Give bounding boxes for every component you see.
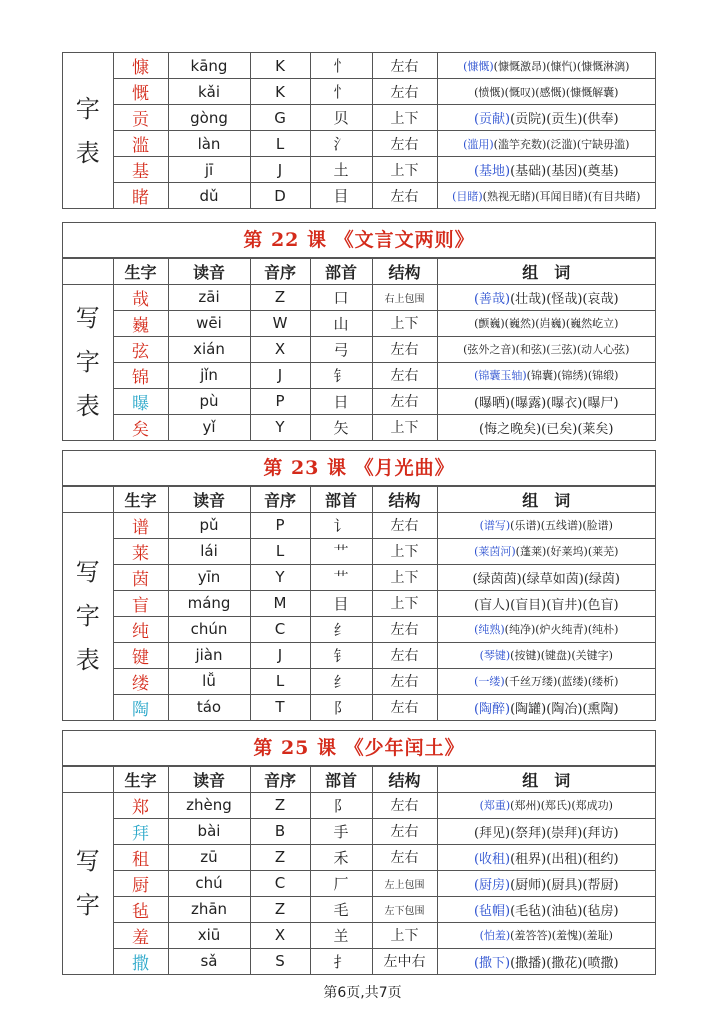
other-words: (拜见)(祭拜)(崇拜)(拜访) [473,825,619,841]
table-row [63,668,655,694]
seq-cell: Z [250,792,310,818]
words-cell [437,642,655,668]
char-cell: 盲 [113,590,168,616]
pinyin-cell: xián [168,336,250,362]
words-cell [437,183,655,209]
words-cell [437,310,655,336]
struct-cell: 上下 [372,564,437,590]
struct-cell: 左中右 [372,948,437,974]
table-header-row [63,259,655,285]
seq-cell: Y [250,564,310,590]
header-words: 组 词 [437,767,655,793]
highlight-word: (锦囊玉轴) [474,369,527,382]
header-seq: 音序 [250,767,310,793]
other-words: (陶罐)(陶冶)(熏陶) [510,701,619,717]
table-row [63,157,655,183]
highlight-word: (滥用) [463,137,494,151]
highlight-word: (琴键) [479,649,511,662]
seq-cell: L [250,668,310,694]
struct-cell: 上下 [372,414,437,440]
header-radical: 部首 [310,767,372,793]
words-cell [437,668,655,694]
header-pinyin: 读音 [168,767,250,793]
table-row [63,105,655,131]
side-label: 字 表 [63,53,113,209]
other-words: (悔之晚矣)(已矣)(莱矣) [479,421,614,437]
pinyin-cell: wēi [168,310,250,336]
table-row [63,896,655,922]
pinyin-cell: gòng [168,105,250,131]
radical-cell: 𦍌 [310,922,372,948]
seq-cell: X [250,336,310,362]
seq-cell: X [250,922,310,948]
table-row [63,538,655,564]
char-cell: 巍 [113,310,168,336]
pinyin-cell: làn [168,131,250,157]
highlight-word: (一缕) [474,675,505,688]
seq-cell: W [250,310,310,336]
pinyin-cell: pǔ [168,512,250,538]
words-cell [437,388,655,414]
char-cell: 键 [113,642,168,668]
radical-cell: 氵 [310,131,372,157]
words-cell [437,157,655,183]
seq-cell: J [250,362,310,388]
words-cell [437,896,655,922]
radical-cell: 手 [310,818,372,844]
other-words: (贡院)(贡生)(供奉) [510,112,619,127]
seq-cell: L [250,538,310,564]
pinyin-cell: pù [168,388,250,414]
table-row [63,131,655,157]
char-cell: 撒 [113,948,168,974]
struct-cell: 左右 [372,694,437,720]
char-cell: 曝 [113,388,168,414]
seq-cell: C [250,616,310,642]
char-cell: 贡 [113,105,168,131]
struct-cell: 左右 [372,388,437,414]
radical-cell: 目 [310,590,372,616]
table-row [63,564,655,590]
char-cell: 谱 [113,512,168,538]
header-words: 组 词 [437,487,655,513]
table-header-row [63,767,655,793]
table-row [63,284,655,310]
radical-cell: 艹 [310,564,372,590]
table-row [63,818,655,844]
radical-cell: 矢 [310,414,372,440]
seq-cell: P [250,388,310,414]
other-words: (弦外之音)(和弦)(三弦)(动人心弦) [463,343,630,356]
pinyin-cell: zū [168,844,250,870]
pinyin-cell: xiū [168,922,250,948]
radical-cell: 目 [310,183,372,209]
seq-cell: K [250,53,310,79]
other-words: (乐谱)(五线谱)(脸谱) [510,519,613,532]
seq-cell: Z [250,284,310,310]
radical-cell: 钅 [310,642,372,668]
radical-cell: 口 [310,284,372,310]
header-radical: 部首 [310,487,372,513]
header-pinyin: 读音 [168,487,250,513]
other-words: (撒播)(撒花)(喷撒) [510,955,619,971]
pinyin-cell: bài [168,818,250,844]
char-table [63,766,655,975]
other-words: (盲人)(盲目)(盲井)(色盲) [473,597,619,613]
lesson-25-block [62,730,656,975]
struct-cell: 上下 [372,157,437,183]
table-row [63,694,655,720]
pinyin-cell: jiàn [168,642,250,668]
table-row [63,512,655,538]
char-cell: 矣 [113,414,168,440]
seq-cell: C [250,870,310,896]
radical-cell: 钅 [310,362,372,388]
header-char: 生字 [113,767,168,793]
char-cell: 睹 [113,183,168,209]
struct-cell: 左右 [372,844,437,870]
table-block-continued [62,52,656,209]
radical-cell: 忄 [310,79,372,105]
radical-cell: 纟 [310,668,372,694]
table-row [63,414,655,440]
words-cell [437,948,655,974]
table-row [63,336,655,362]
char-cell: 羞 [113,922,168,948]
radical-cell: 阝 [310,694,372,720]
highlight-word: (目睹) [452,189,483,203]
words-cell [437,792,655,818]
char-cell: 缕 [113,668,168,694]
pinyin-cell: yǐ [168,414,250,440]
pinyin-cell: yīn [168,564,250,590]
struct-cell: 左右 [372,642,437,668]
pinyin-cell: lái [168,538,250,564]
side-label: 写 字 表 [63,512,113,720]
radical-cell: 讠 [310,512,372,538]
lesson-title: 第 25 课 《少年闰土》 [63,730,655,766]
other-words: (按键)(键盘)(关键字) [510,649,613,662]
table-row [63,590,655,616]
struct-cell: 上下 [372,105,437,131]
char-cell: 莱 [113,538,168,564]
radical-cell: 禾 [310,844,372,870]
words-cell [437,870,655,896]
header-spacer [63,259,113,285]
pinyin-cell: lǚ [168,668,250,694]
table-header-row [63,487,655,513]
char-cell: 弦 [113,336,168,362]
seq-cell: B [250,818,310,844]
char-cell: 厨 [113,870,168,896]
char-table [63,258,655,441]
radical-cell: 弓 [310,336,372,362]
char-cell: 纯 [113,616,168,642]
struct-cell: 上下 [372,538,437,564]
highlight-word: (撒下) [473,955,511,971]
radical-cell: 山 [310,310,372,336]
header-spacer [63,487,113,513]
seq-cell: Z [250,896,310,922]
radical-cell: 艹 [310,538,372,564]
other-words: (愤慨)(慨叹)(感慨)(慷慨解囊) [474,85,619,99]
struct-cell: 右上包围 [372,284,437,310]
seq-cell: T [250,694,310,720]
radical-cell: 厂 [310,870,372,896]
header-char: 生字 [113,259,168,285]
other-words: (熟视无睹)(耳闻目睹)(有目共睹) [482,189,641,203]
words-cell [437,844,655,870]
header-char: 生字 [113,487,168,513]
other-words: (租界)(出租)(租约) [510,851,619,867]
struct-cell: 上下 [372,922,437,948]
other-words: (千丝万缕)(蓝缕)(缕析) [504,675,619,688]
table-row [63,79,655,105]
seq-cell: S [250,948,310,974]
highlight-word: (怕羞) [479,929,511,942]
highlight-word: (慷慨) [463,59,494,73]
char-cell: 慷 [113,53,168,79]
words-cell [437,414,655,440]
radical-cell: 贝 [310,105,372,131]
pinyin-cell: jǐn [168,362,250,388]
highlight-word: (贡献) [473,112,511,127]
words-cell [437,512,655,538]
char-cell: 郑 [113,792,168,818]
other-words: (羞答答)(羞愧)(羞耻) [510,929,613,942]
seq-cell: K [250,79,310,105]
char-cell: 哉 [113,284,168,310]
table-row [63,792,655,818]
char-cell: 毡 [113,896,168,922]
table-row [63,310,655,336]
struct-cell: 左右 [372,53,437,79]
table-row [63,53,655,79]
other-words: (蓬莱)(好莱坞)(莱芜) [515,545,619,558]
words-cell [437,284,655,310]
pinyin-cell: jī [168,157,250,183]
radical-cell: 纟 [310,616,372,642]
highlight-word: (郑重) [479,799,511,812]
lesson-title: 第 23 课 《月光曲》 [63,450,655,486]
struct-cell: 左右 [372,183,437,209]
char-cell: 慨 [113,79,168,105]
struct-cell: 左右 [372,512,437,538]
char-cell: 拜 [113,818,168,844]
header-struct: 结构 [372,487,437,513]
words-cell [437,336,655,362]
struct-cell: 左右 [372,79,437,105]
other-words: (慷慨激昂)(慷忾)(慷慨淋漓) [493,59,630,73]
seq-cell: P [250,512,310,538]
header-seq: 音序 [250,259,310,285]
highlight-word: (厨房) [473,877,511,893]
pinyin-cell: zāi [168,284,250,310]
table-row [63,388,655,414]
char-cell: 茵 [113,564,168,590]
table-row [63,183,655,209]
header-words: 组 词 [437,259,655,285]
radical-cell: 日 [310,388,372,414]
pinyin-cell: chún [168,616,250,642]
header-radical: 部首 [310,259,372,285]
struct-cell: 上下 [372,310,437,336]
seq-cell: G [250,105,310,131]
radical-cell: 毛 [310,896,372,922]
other-words: (颤巍)(巍然)(岿巍)(巍然屹立) [474,317,619,330]
table-row [63,870,655,896]
words-cell [437,362,655,388]
other-words: (曝晒)(曝露)(曝衣)(曝尸) [473,395,619,411]
words-cell [437,538,655,564]
other-words: (壮哉)(怪哉)(哀哉) [510,291,619,307]
table-row [63,922,655,948]
words-cell [437,79,655,105]
table-row [63,616,655,642]
struct-cell: 左右 [372,362,437,388]
header-spacer [63,767,113,793]
pinyin-cell: chú [168,870,250,896]
highlight-word: (纯熟) [474,623,505,636]
table-row [63,844,655,870]
seq-cell: M [250,590,310,616]
struct-cell: 左右 [372,792,437,818]
radical-cell: 土 [310,157,372,183]
highlight-word: (基地) [473,164,511,179]
words-cell [437,564,655,590]
char-cell: 基 [113,157,168,183]
highlight-word: (毡帽) [473,903,511,919]
struct-cell: 左右 [372,668,437,694]
other-words: (绿茵茵)(绿草如茵)(绿茵) [472,571,620,587]
lesson-23-block [62,450,656,721]
other-words: (郑州)(郑氏)(郑成功) [510,799,613,812]
highlight-word: (收租) [473,851,511,867]
highlight-word: (谱写) [479,519,511,532]
struct-cell: 左右 [372,336,437,362]
pinyin-cell: zhèng [168,792,250,818]
other-words: (纯净)(炉火纯青)(纯朴) [504,623,619,636]
pinyin-cell: táo [168,694,250,720]
struct-cell: 左下包围 [372,896,437,922]
side-label: 写 字 表 [63,284,113,440]
lesson-22-block [62,222,656,441]
other-words: (基础)(基因)(奠基) [510,164,619,179]
side-label: 写 字 [63,792,113,974]
other-words: (厨师)(厨具)(帮厨) [510,877,619,893]
char-cell: 陶 [113,694,168,720]
radical-cell: 阝 [310,792,372,818]
page-number: 第6页,共7页 [323,985,402,1001]
words-cell [437,818,655,844]
highlight-word: (莱茵河) [474,545,516,558]
seq-cell: Y [250,414,310,440]
header-struct: 结构 [372,259,437,285]
words-cell [437,922,655,948]
seq-cell: J [250,642,310,668]
header-pinyin: 读音 [168,259,250,285]
char-table [63,52,655,209]
pinyin-cell: máng [168,590,250,616]
other-words: (锦囊)(锦绣)(锦缎) [526,369,619,382]
words-cell [437,616,655,642]
radical-cell: 扌 [310,948,372,974]
words-cell [437,131,655,157]
struct-cell: 左右 [372,131,437,157]
pinyin-cell: sǎ [168,948,250,974]
pinyin-cell: zhān [168,896,250,922]
table-row [63,362,655,388]
struct-cell: 左右 [372,616,437,642]
other-words: (毛毡)(油毡)(毡房) [510,903,619,919]
pinyin-cell: kǎi [168,79,250,105]
other-words: (滥竽充数)(泛滥)(宁缺毋滥) [493,137,630,151]
char-cell: 租 [113,844,168,870]
words-cell [437,694,655,720]
words-cell [437,105,655,131]
seq-cell: D [250,183,310,209]
struct-cell: 左右 [372,818,437,844]
table-row [63,948,655,974]
header-seq: 音序 [250,487,310,513]
char-cell: 滥 [113,131,168,157]
char-table [63,486,655,721]
radical-cell: 忄 [310,53,372,79]
table-row [63,642,655,668]
pinyin-cell: dǔ [168,183,250,209]
lesson-title: 第 22 课 《文言文两则》 [63,222,655,258]
struct-cell: 左上包围 [372,870,437,896]
highlight-word: (善哉) [473,291,511,307]
seq-cell: Z [250,844,310,870]
header-struct: 结构 [372,767,437,793]
words-cell [437,590,655,616]
seq-cell: L [250,131,310,157]
char-cell: 锦 [113,362,168,388]
highlight-word: (陶醉) [473,701,511,717]
words-cell [437,53,655,79]
struct-cell: 上下 [372,590,437,616]
pinyin-cell: kāng [168,53,250,79]
seq-cell: J [250,157,310,183]
